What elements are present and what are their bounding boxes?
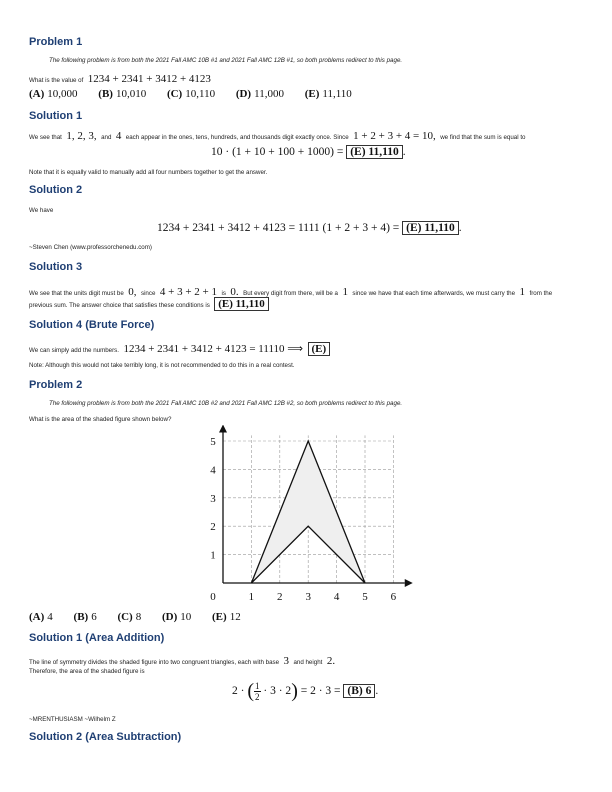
x-tick-label: 6 xyxy=(390,591,397,603)
solution-3-line-1: We see that the units digit must be 0, since 4 + 3 + 2 + 1 is 0. But every digit from there, will be a 1 since we have that each time afterwards, we must carry the 1 from the xyxy=(29,286,553,298)
solution-4-note: Note: Although this would not take terribly long, it is not recommended to do this in a real contest. xyxy=(29,362,295,369)
choice-d: (D) 10 xyxy=(161,611,192,623)
choice-c: (C) 8 xyxy=(117,611,142,623)
boxed-answer: (E) xyxy=(308,342,331,356)
y-axis-arrowhead xyxy=(219,425,227,432)
solution-2-heading: Solution 2 xyxy=(29,184,83,196)
solution-3-heading: Solution 3 xyxy=(29,261,83,273)
y-tick-label: 4 xyxy=(210,464,216,477)
one-half-fraction: $\frac{1}{2}$ xyxy=(255,681,260,702)
problem-2-answer-choices xyxy=(29,611,259,623)
area-addition-line-2: Therefore, the area of the shaded figure is xyxy=(29,668,145,675)
solution-2-credit: ~Steven Chen (www.professorchenedu.com) xyxy=(29,244,152,251)
question-text: What is the value of xyxy=(29,77,84,84)
choice-c: (C) 10,110 xyxy=(166,88,216,100)
choice-d: (D) 11,000 xyxy=(235,88,284,100)
y-tick-label: 2 xyxy=(210,521,216,534)
y-tick-label: 3 xyxy=(210,492,216,505)
solution-area-subtraction-heading: Solution 2 (Area Subtraction) xyxy=(29,731,182,743)
x-tick-label: 4 xyxy=(333,591,340,603)
solution-4-line: We can simply add the numbers. 1234 + 2341 + 3412 + 4123 = 11110 ⟹ (E) xyxy=(29,339,330,357)
boxed-answer: (E) 11,110 xyxy=(214,297,268,311)
problem-2-question: What is the area of the shaded figure shown below? xyxy=(29,416,172,423)
y-tick-label: 1 xyxy=(210,549,216,562)
x-tick-label: 2 xyxy=(277,591,283,603)
choice-a: (A) 4 xyxy=(29,611,53,623)
question-expression: 1234 + 2341 + 3412 + 4123 xyxy=(87,73,211,85)
solution-2-intro: We have xyxy=(29,207,54,214)
solution-area-addition-heading: Solution 1 (Area Addition) xyxy=(29,632,165,644)
solution-4-heading: Solution 4 (Brute Force) xyxy=(29,319,155,331)
choice-b: (B) 10,010 xyxy=(98,88,147,100)
solution-1-heading: Solution 1 xyxy=(29,110,83,122)
boxed-answer: (E) 11,110 xyxy=(402,221,459,235)
solution-1-note: Note that it is equally valid to manually add all four numbers together to get the answer. xyxy=(29,169,268,176)
choice-b: (B) 6 xyxy=(73,611,97,623)
problem-1-source-note: The following problem is from both the 2021 Fall AMC 10B #1 and 2021 Fall AMC 12B #1, so both problems redirect to this page. xyxy=(49,57,403,64)
y-tick-label: 5 xyxy=(210,436,216,448)
solution-1-paragraph: We see that 1, 2, 3, and 4 each appear in the ones, tens, hundreds, and thousands digit exactly once. Since 1 + 2 + 3 + 4 = 10, we find that the sum is equal to xyxy=(29,130,526,142)
problem-1-question xyxy=(29,69,211,87)
x-axis-arrowhead xyxy=(405,579,413,587)
x-tick-label: 1 xyxy=(248,591,255,603)
problem-1-heading: Problem 1 xyxy=(29,36,83,48)
x-tick-label: 3 xyxy=(305,591,311,603)
problem-2-source-note: The following problem is from both the 2021 Fall AMC 10B #2 and 2021 Fall AMC 12B #2, so both problems redirect to this page. xyxy=(49,400,403,407)
x-tick-label: 0 xyxy=(210,591,216,603)
choice-e: (E) 11,110 xyxy=(304,88,352,100)
problem-2-heading: Problem 2 xyxy=(29,379,83,391)
boxed-answer: (B) 6 xyxy=(343,684,375,698)
solution-2-display: 1234 + 2341 + 3412 + 4123 = 1111 (1 + 2 + 3 + 4) = (E) 11,110 . xyxy=(157,222,462,234)
choice-a: (A) 10,000 xyxy=(29,88,78,100)
shaded-figure-diagram xyxy=(195,425,415,605)
choice-e: (E) 12 xyxy=(212,611,241,623)
x-tick-label: 5 xyxy=(362,591,368,603)
area-addition-credit: ~MRENTHUSIASM ~Wilhelm Z xyxy=(29,716,116,723)
area-addition-line-1: The line of symmetry divides the shaded figure into two congruent triangles, each with base 3 and height 2. xyxy=(29,655,336,667)
boxed-answer: (E) 11,110 xyxy=(346,145,403,159)
problem-1-answer-choices xyxy=(29,88,370,100)
solution-1-display: 10 · (1 + 10 + 100 + 1000) = (E) 11,110 . xyxy=(211,146,406,158)
solution-3-line-2: previous sum. The answer choice that satisfies these conditions is (E) 11,110 xyxy=(29,294,269,312)
area-addition-display: 2 · ( $\frac{1}{2}$ · 3 · 2) = 2 · 3 = (B) 6 . xyxy=(232,680,379,702)
